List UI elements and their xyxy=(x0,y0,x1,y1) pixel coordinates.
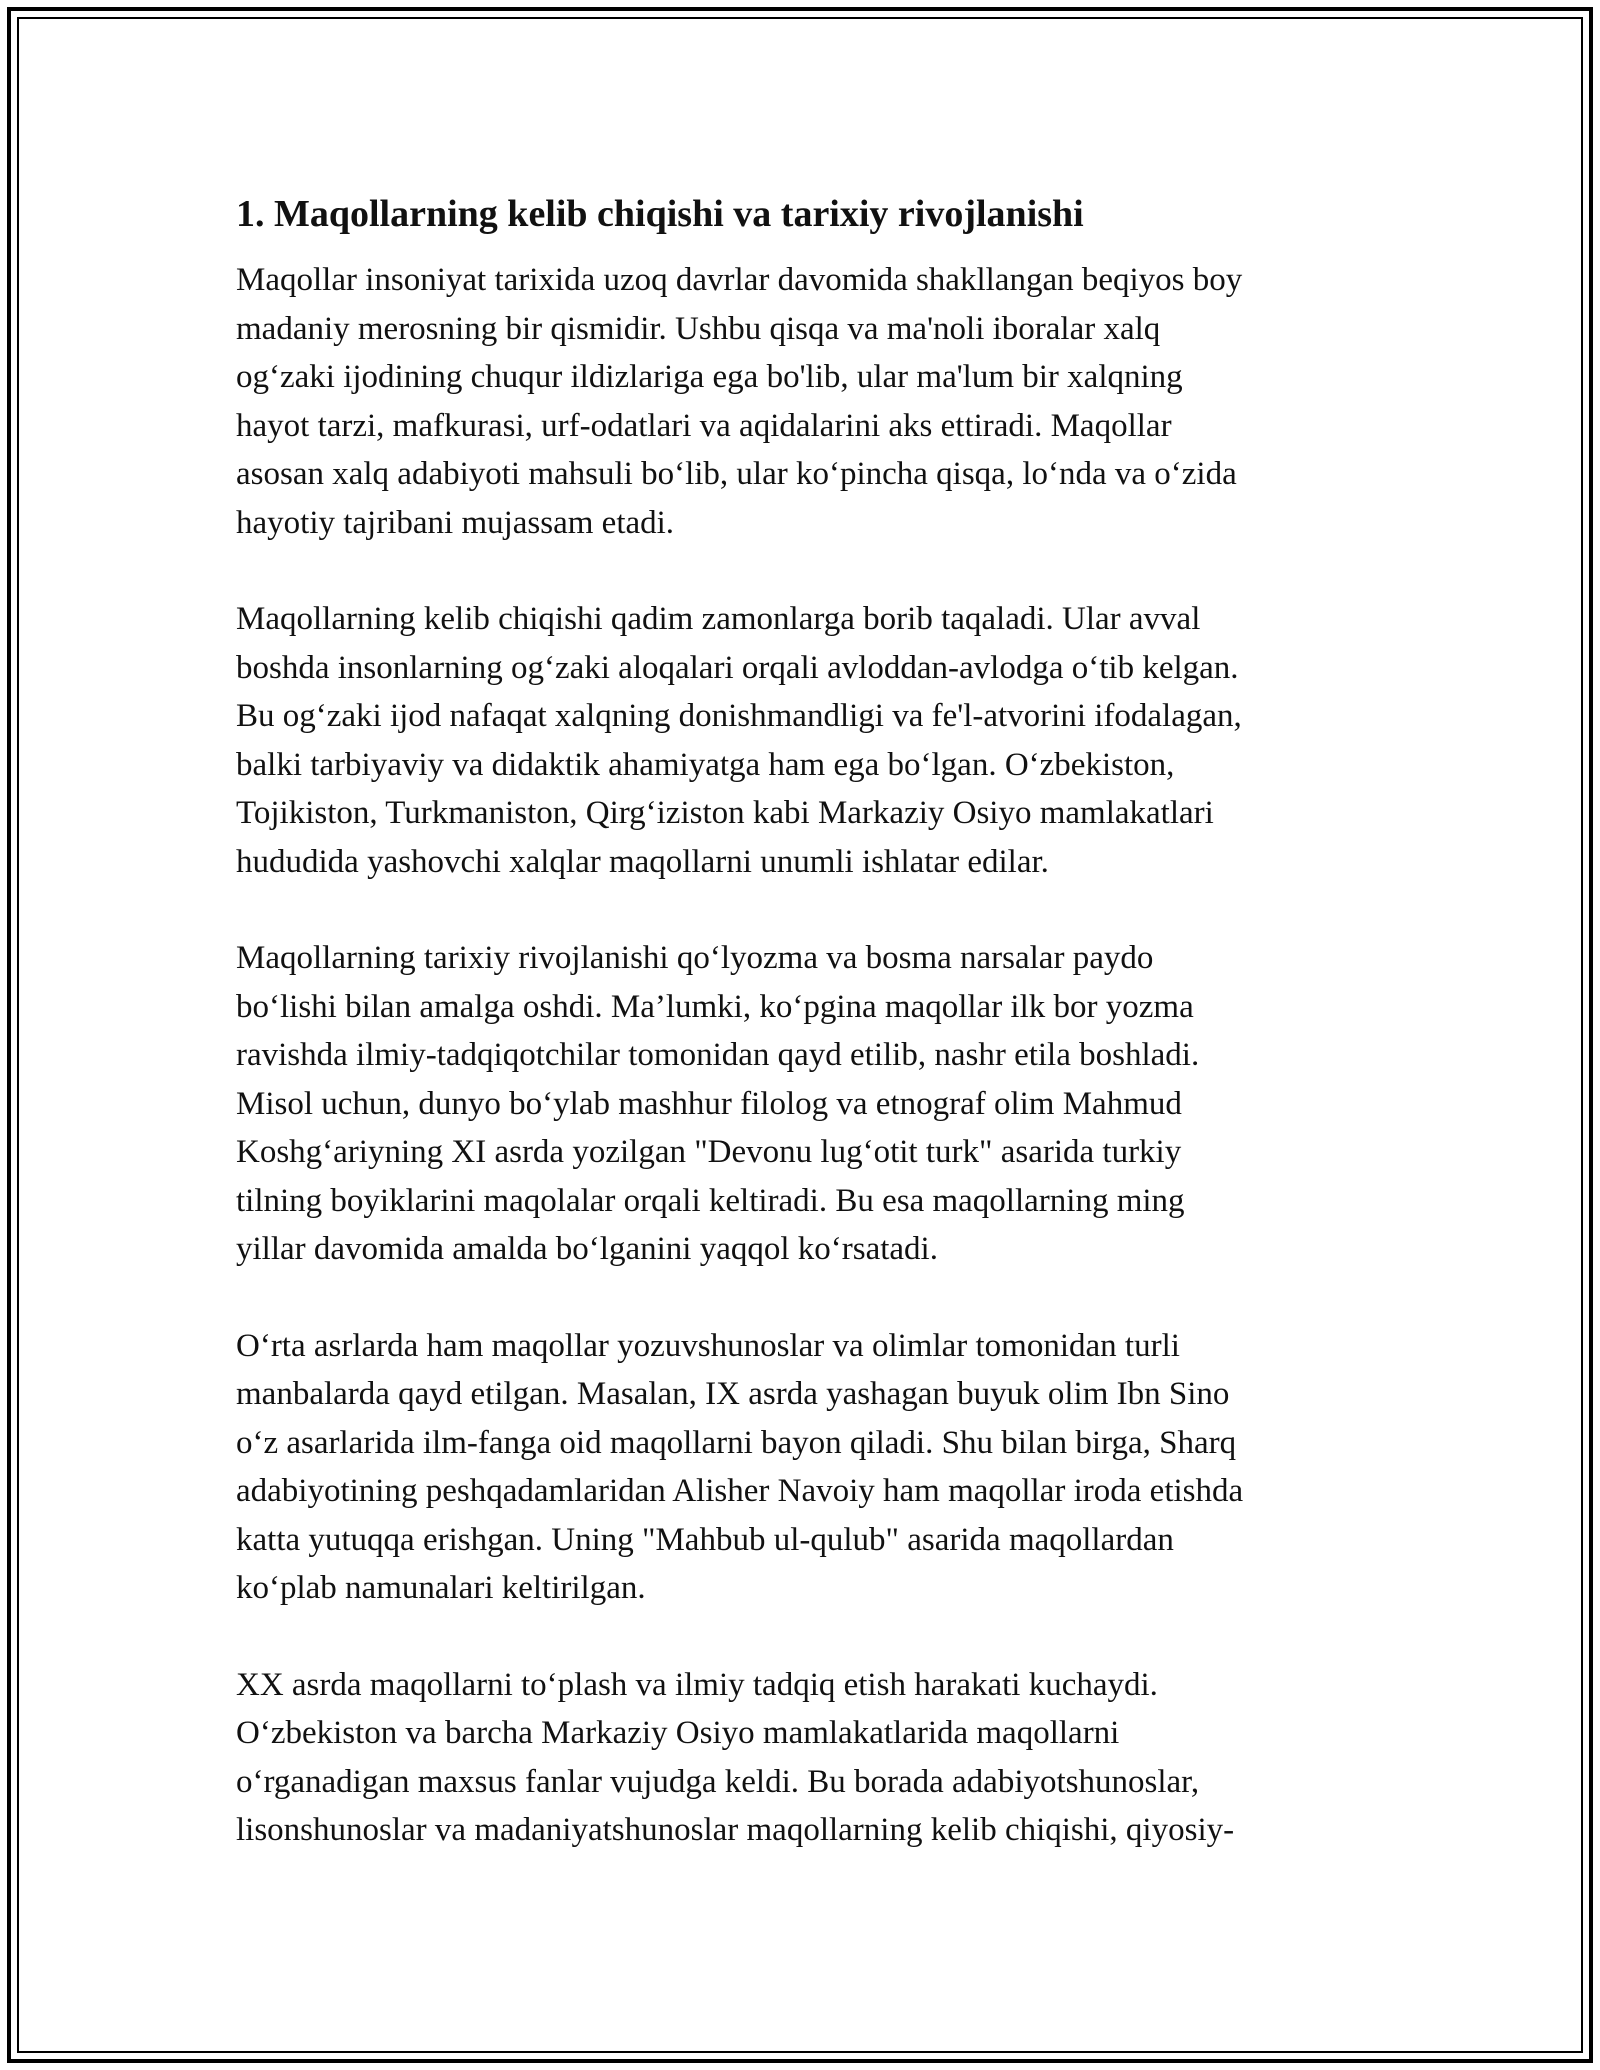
paragraph-3 xyxy=(236,934,1366,1274)
text-line: Tojikiston, Turkmaniston, Qirg‘iziston kabi Markaziy Osiyo mamlakatlari xyxy=(236,795,1214,831)
text-line: yillar davomida amalda bo‘lganini yaqqol ko‘rsatadi. xyxy=(236,1231,938,1267)
text-line: XX asrda maqollarni to‘plash va ilmiy tadqiq etish harakati kuchaydi. xyxy=(236,1666,1158,1703)
text-line: asosan xalq adabiyoti mahsuli bo‘lib, ular ko‘pincha qisqa, lo‘nda va o‘zida xyxy=(236,456,1237,492)
text-line: Maqollarning tarixiy rivojlanishi qo‘lyozma va bosma narsalar paydo xyxy=(236,940,1154,976)
paragraph-2 xyxy=(236,595,1366,886)
text-line: Maqollarning kelib chiqishi qadim zamonlarga borib taqaladi. Ular avval xyxy=(236,601,1201,637)
text-line: hayotiy tajribani mujassam etadi. xyxy=(236,504,675,541)
text-line: manbalarda qayd etilgan. Masalan, IX asrda yashagan buyuk olim Ibn Sino xyxy=(236,1376,1230,1412)
text-line: Bu og‘zaki ijod nafaqat xalqning donishmandligi va fe'l-atvorini ifodalagan, xyxy=(236,698,1242,734)
text-line: bo‘lishi bilan amalga oshdi. Ma’lumki, ko‘pgina maqollar ilk bor yozma xyxy=(236,988,1194,1025)
text-line: Koshg‘ariyning XI asrda yozilgan "Devonu lug‘otit turk" asarida turkiy xyxy=(236,1134,1182,1170)
text-line: og‘zaki ijodining chuqur ildizlariga ega bo'lib, ular ma'lum bir xalqning xyxy=(236,359,1183,395)
text-line: O‘rta asrlarda ham maqollar yozuvshunoslar va olimlar tomonidan turli xyxy=(236,1327,1180,1364)
text-line: O‘zbekiston va barcha Markaziy Osiyo mamlakatlarida maqollarni xyxy=(236,1715,1120,1751)
text-line: Misol uchun, dunyo bo‘ylab mashhur filolog va etnograf olim Mahmud xyxy=(236,1085,1182,1122)
text-line: hayot tarzi, mafkurasi, urf-odatlari va aqidalarini aks ettiradi. Maqollar xyxy=(236,407,1172,444)
text-line: ravishda ilmiy-tadqiqotchilar tomonidan qayd etilib, nashr etila boshladi. xyxy=(236,1037,1200,1073)
text-line: ko‘plab namunalari keltirilgan. xyxy=(236,1570,646,1606)
paragraph-4 xyxy=(236,1322,1366,1613)
text-line: tilning boyiklarini maqolalar orqali keltiradi. Bu esa maqollarning ming xyxy=(236,1182,1185,1219)
text-line: katta yutuqqa erishgan. Uning "Mahbub ul-qulub" asarida maqollardan xyxy=(236,1521,1174,1558)
text-line: hududida yashovchi xalqlar maqollarni unumli ishlatar edilar. xyxy=(236,843,1049,880)
text-line: balki tarbiyaviy va didaktik ahamiyatga ham ega bo‘lgan. O‘zbekiston, xyxy=(236,746,1175,783)
text-line: o‘z asarlarida ilm-fanga oid maqollarni bayon qiladi. Shu bilan birga, Sharq xyxy=(236,1424,1237,1461)
text-line: madaniy merosning bir qismidir. Ushbu qisqa va ma'noli iboralar xalq xyxy=(236,310,1161,347)
text-line: boshda insonlarning og‘zaki aloqalari orqali avloddan-avlodga o‘tib kelgan. xyxy=(236,649,1239,686)
section-heading: 1. Maqollarning kelib chiqishi va tarixiy rivojlanishi xyxy=(236,193,1084,235)
document-body xyxy=(236,186,1366,1903)
paragraph-5 xyxy=(236,1661,1366,1855)
text-line: Maqollar insoniyat tarixida uzoq davrlar davomida shakllangan beqiyos boy xyxy=(236,262,1243,298)
text-line: o‘rganadigan maxsus fanlar vujudga keldi. Bu borada adabiyotshunoslar, xyxy=(236,1763,1200,1800)
paragraph-1 xyxy=(236,256,1366,547)
text-line: lisonshunoslar va madaniyatshunoslar maqollarning kelib chiqishi, qiyosiy- xyxy=(236,1812,1235,1848)
text-line: adabiyotining peshqadamlaridan Alisher Navoiy ham maqollar iroda etishda xyxy=(236,1473,1244,1509)
